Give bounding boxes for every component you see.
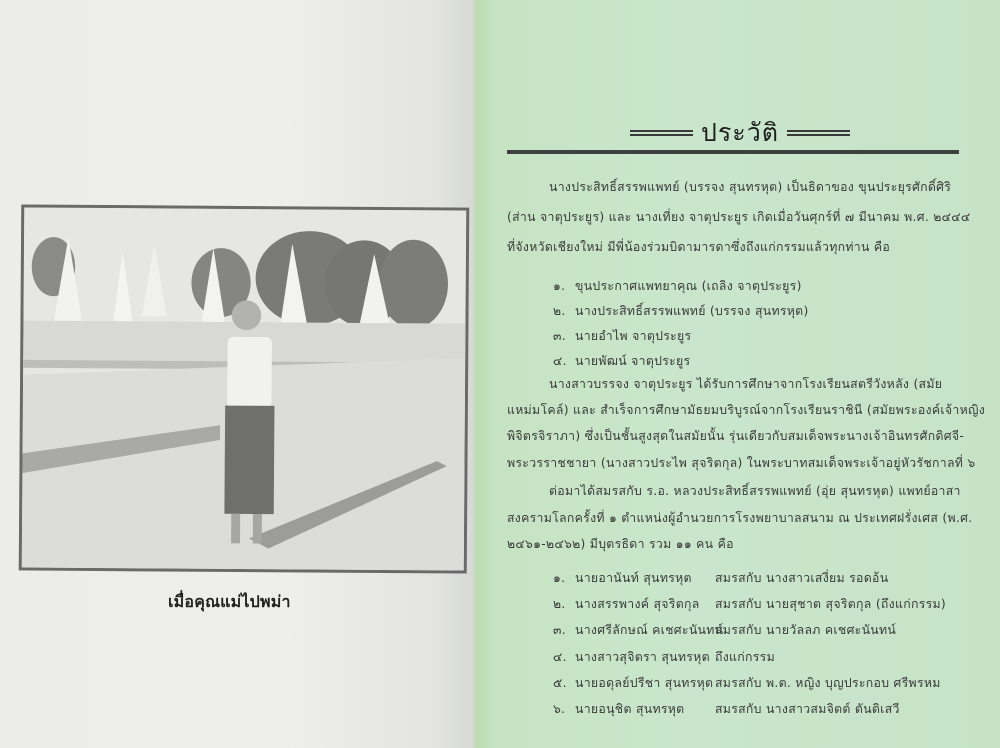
title-underline — [507, 150, 959, 154]
intro-line-1: นางประสิทธิ์สรรพแพทย์ (บรรจง สุนทรหุต) เป็นธิดาของ ขุนประยุรศักดิ์ศิริ — [549, 180, 952, 194]
title-right-rule — [787, 130, 850, 136]
title-block — [630, 113, 850, 153]
intro-line-2: (ส่าน จาตุประยูร) และ นางเที่ยง จาตุประยูร เกิดเมื่อวันศุกร์ที่ ๗ มีนาคม พ.ศ. ๒๔๔๔ — [507, 210, 971, 224]
sibling-item: ๓. นายอำไพ จาตุประยูร — [553, 329, 692, 343]
education-line-4: พระวรราชชายา (นางสาวประไพ สุจริตกุล) ในพระบาทสมเด็จพระเจ้าอยู่หัวรัชกาลที่ ๖ — [507, 456, 976, 470]
photo-caption: เมื่อคุณแม่ไปพม่า — [168, 592, 291, 611]
education-line-3: พิจิตรจิราภา) ซึ่งเป็นชั้นสูงสุดในสมัยนั้น รุ่นเดียวกับสมเด็จพระนางเจ้าอินทรศักดิศจี- — [507, 429, 965, 443]
right-page — [475, 0, 1000, 748]
sibling-item: ๑. ขุนประกาศแพทยาคุณ (เถลิง จาตุประยูร) — [553, 279, 802, 293]
child-item: ๕. นายอดุลย์ปรีชา สุนทรหุต สมรสกับ พ.ต. หญิง บุญประกอบ ศรีพรหม — [553, 676, 941, 690]
child-item: ๒. นางสรรพางค์ สุจริตกุล สมรสกับ นายสุชาต สุจริตกุล (ถึงแก่กรรม) — [553, 597, 947, 611]
sibling-item: ๔. นายพัฒน์ จาตุประยูร — [553, 354, 691, 368]
child-item: ๔. นางสาวสุจิตรา สุนทรหุต ถึงแก่กรรม — [553, 650, 775, 664]
title-left-rule — [630, 130, 693, 136]
page-title: ประวัติ — [701, 118, 779, 147]
education-line-2: แหม่มโคล์) และ สำเร็จการศึกษามัธยมบริบูรณ์จากโรงเรียนราชินี (สมัยพระองค์เจ้าหญิง — [507, 403, 986, 417]
marriage-line-3: ๒๔๖๑-๒๔๖๒) มีบุตรธิดา รวม ๑๑ คน คือ — [507, 537, 734, 551]
left-page — [0, 0, 475, 748]
marriage-line-2: สงครามโลกครั้งที่ ๑ ตำแหน่งผู้อำนวยการโรงพยาบาลสนาม ณ ประเทศฝรั่งเศส (พ.ศ. — [507, 511, 973, 525]
child-item: ๖. นายอนุชิต สุนทรหุต สมรสกับ นางสาวสมจิตต์ ตันติเสวี — [553, 702, 900, 716]
child-item: ๑. นายอานันท์ สุนทรหุต สมรสกับ นางสาวเสงี่ยม รอดอ้น — [553, 571, 889, 585]
intro-line-3: ที่จังหวัดเชียงใหม่ มีพี่น้องร่วมบิดามารดาซึ่งถึงแก่กรรมแล้วทุกท่าน คือ — [507, 240, 891, 254]
photograph — [19, 204, 470, 573]
education-line-1: นางสาวบรรจง จาตุประยูร ได้รับการศึกษาจากโรงเรียนสตรีวังหลัง (สมัย — [549, 377, 943, 391]
child-item: ๓. นางศรีลักษณ์ คเชศะนันทน์สมรสกับ นายวัลลภ คเชศะนันทน์ — [553, 623, 897, 637]
marriage-line-1: ต่อมาได้สมรสกับ ร.อ. หลวงประสิทธิ์สรรพแพทย์ (อุ่ย สุนทรหุต) แพทย์อาสา — [549, 484, 961, 498]
sibling-item: ๒. นางประสิทธิ์สรรพแพทย์ (บรรจง สุนทรหุต) — [553, 304, 809, 318]
photo-image-icon — [22, 207, 467, 570]
